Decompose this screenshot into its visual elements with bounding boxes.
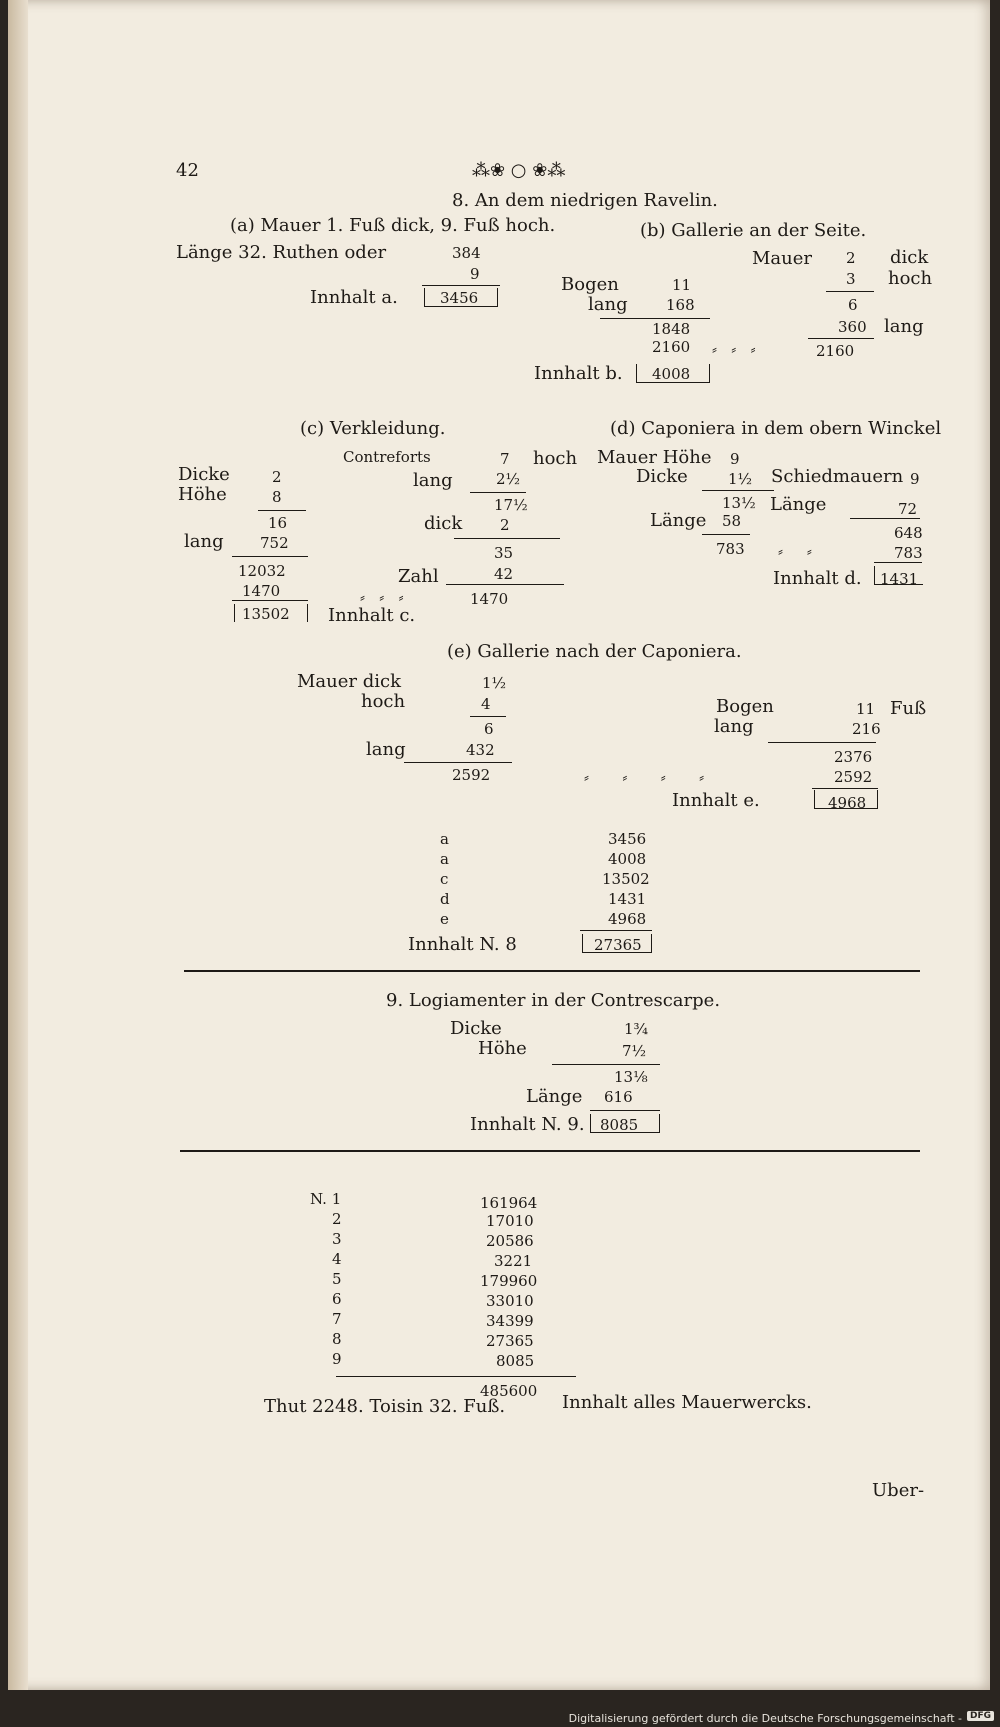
sum-val-2: 4008: [608, 850, 647, 868]
e-bogen: Bogen: [716, 696, 774, 717]
total-n-7: 7: [332, 1310, 342, 1328]
c-label: Innhalt c.: [328, 605, 416, 626]
sum-key-5: e: [440, 910, 449, 928]
d-schied: Schiedmauern: [771, 466, 904, 487]
d-sv3: 648: [894, 524, 923, 542]
c-cf5: 35: [494, 544, 514, 562]
b-result: 4008: [652, 365, 691, 383]
sum-label: Innhalt N. 8: [408, 934, 517, 955]
section-9-title: 9. Logiamenter in der Contrescarpe.: [386, 990, 721, 1011]
b-m2: 3: [846, 270, 856, 288]
d-lv: 58: [722, 512, 742, 530]
total-v-7: 34399: [486, 1312, 534, 1330]
b-m4: 360: [838, 318, 867, 336]
e-r2: 2592: [834, 768, 873, 786]
total-v-4: 3221: [494, 1252, 533, 1270]
d-mhv: 9: [730, 450, 740, 468]
c-zahl: Zahl: [398, 566, 439, 587]
c-hv: 8: [272, 488, 282, 506]
d-mh: Mauer Höhe: [597, 447, 712, 468]
d-sv: 9: [910, 470, 920, 488]
d-p1: 13½: [722, 494, 756, 512]
b-dick: dick: [890, 247, 929, 268]
e-lv: 432: [466, 741, 495, 759]
c-cf1: 7: [500, 450, 510, 468]
b-lang2: lang: [884, 316, 924, 337]
book-page: [8, 0, 990, 1690]
sum-val-4: 1431: [608, 890, 647, 908]
total-v-3: 20586: [486, 1232, 534, 1250]
total-label: Innhalt alles Mauerwercks.: [562, 1392, 812, 1413]
s9-hoehe: Höhe: [478, 1038, 527, 1059]
b-bogen: Bogen: [561, 274, 619, 295]
c-cf3: 17½: [494, 496, 528, 514]
b-hoch: hoch: [888, 268, 933, 289]
c-prod: 16: [268, 514, 288, 532]
c-hoehe: Höhe: [178, 484, 227, 505]
s9-laenge: Länge: [526, 1086, 583, 1107]
sum-key-2: a: [440, 850, 449, 868]
e-bv: 11: [856, 700, 876, 718]
total-v-8: 27365: [486, 1332, 534, 1350]
c-cf2: 2½: [496, 470, 521, 488]
c-dick: dick: [424, 513, 463, 534]
total-v-5: 179960: [480, 1272, 538, 1290]
sum-key-3: c: [440, 870, 449, 888]
c-result: 13502: [242, 605, 290, 623]
e-r1: 2376: [834, 748, 873, 766]
total-n-4: 4: [332, 1250, 342, 1268]
e-result: 4968: [828, 794, 867, 812]
e-p2: 2592: [452, 766, 491, 784]
b-label: Innhalt b.: [534, 363, 623, 384]
a-v2: 9: [470, 265, 480, 283]
total-n-9: 9: [332, 1350, 342, 1368]
s9-lv: 616: [604, 1088, 633, 1106]
divider-1: [184, 970, 920, 972]
e-p1: 6: [484, 720, 494, 738]
c-langc: lang: [413, 470, 453, 491]
total-v-9: 8085: [496, 1352, 535, 1370]
a-v1: 384: [452, 244, 481, 262]
total-n-5: 5: [332, 1270, 342, 1288]
d-heading: (d) Caponiera in dem obern Winckel: [610, 418, 942, 439]
e-hoch: hoch: [361, 691, 406, 712]
sum-key-1: a: [440, 830, 449, 848]
total-n-3: 3: [332, 1230, 342, 1248]
s9-dv: 1¾: [624, 1020, 649, 1038]
e-label: Innhalt e.: [672, 790, 760, 811]
e-mdv: 1½: [482, 674, 507, 692]
a-line1: Länge 32. Ruthen oder: [176, 242, 387, 263]
c-r2: 1470: [242, 582, 281, 600]
footer-credit: Digitalisierung gefördert durch die Deutsche Forschungsgemeinschaft -: [568, 1712, 962, 1725]
c-lang: lang: [184, 531, 224, 552]
c-lv: 752: [260, 534, 289, 552]
dfg-logo: DFG: [967, 1711, 994, 1721]
sum-val-3: 13502: [602, 870, 650, 888]
total-n-2: 2: [332, 1210, 342, 1228]
total-prefix: Thut 2248. Toisin 32. Fuß.: [264, 1396, 506, 1417]
total-v-1: 161964: [480, 1194, 538, 1212]
e-lang2: lang: [714, 716, 754, 737]
sum-val-5: 4968: [608, 910, 647, 928]
total-v-6: 33010: [486, 1292, 534, 1310]
a-heading: (a) Mauer 1. Fuß dick, 9. Fuß hoch.: [230, 215, 556, 236]
e-heading: (e) Gallerie nach der Caponiera.: [447, 641, 742, 662]
page-number: 42: [176, 160, 199, 181]
s9-result: 8085: [600, 1116, 639, 1134]
b-m1: 2: [846, 249, 856, 267]
c-cf7: 1470: [470, 590, 509, 608]
sum-result: 27365: [594, 936, 642, 954]
d-laenge: Länge: [650, 510, 707, 531]
d-label: Innhalt d.: [773, 568, 862, 589]
b-lv: 168: [666, 296, 695, 314]
d-laenge2: Länge: [770, 494, 827, 515]
b-lang: lang: [588, 294, 628, 315]
a-result: 3456: [440, 289, 479, 307]
s9-p: 13⅛: [614, 1068, 648, 1086]
sum-key-4: d: [440, 890, 450, 908]
catchword: Uber-: [872, 1480, 925, 1501]
e-fuss: Fuß: [890, 698, 927, 719]
s9-hv: 7½: [622, 1042, 647, 1060]
total-n-6: 6: [332, 1290, 342, 1308]
d-dicke: Dicke: [636, 466, 688, 487]
b-m5: 2160: [816, 342, 855, 360]
total-n-1: N. 1: [310, 1190, 342, 1208]
c-r1: 12032: [238, 562, 286, 580]
d-sv2: 72: [898, 500, 918, 518]
b-m3: 6: [848, 296, 858, 314]
c-cf6: 42: [494, 565, 514, 583]
sum-val-1: 3456: [608, 830, 647, 848]
c-hoch: hoch: [533, 448, 578, 469]
total-n-8: 8: [332, 1330, 342, 1348]
e-md: Mauer dick: [297, 671, 402, 692]
page-edge: [8, 0, 28, 1690]
d-dv: 1½: [728, 470, 753, 488]
c-contreforts: Contreforts: [343, 448, 431, 466]
c-dv: 2: [272, 468, 282, 486]
s9-dicke: Dicke: [450, 1018, 502, 1039]
d-p2: 783: [716, 540, 745, 558]
b-heading: (b) Gallerie an der Seite.: [640, 220, 867, 241]
e-lang: lang: [366, 739, 406, 760]
e-lv2: 216: [852, 720, 881, 738]
header-ornament: ⁂❀ ○ ❀⁂: [472, 160, 566, 181]
b-p2: 2160: [652, 338, 691, 356]
divider-2: [180, 1150, 920, 1152]
c-cf4: 2: [500, 516, 510, 534]
e-hv: 4: [481, 695, 491, 713]
b-mauer: Mauer: [752, 248, 813, 269]
total-v-2: 17010: [486, 1212, 534, 1230]
section-8-title: 8. An dem niedrigen Ravelin.: [452, 190, 718, 211]
d-result: 1431: [880, 570, 919, 588]
s9-label: Innhalt N. 9.: [470, 1114, 585, 1135]
d-sv4: 783: [894, 544, 923, 562]
a-label: Innhalt a.: [310, 287, 398, 308]
total-sum: 485600: [480, 1382, 538, 1400]
b-p1: 1848: [652, 320, 691, 338]
b-bv: 11: [672, 276, 692, 294]
c-dicke: Dicke: [178, 464, 230, 485]
c-heading: (c) Verkleidung.: [300, 418, 446, 439]
